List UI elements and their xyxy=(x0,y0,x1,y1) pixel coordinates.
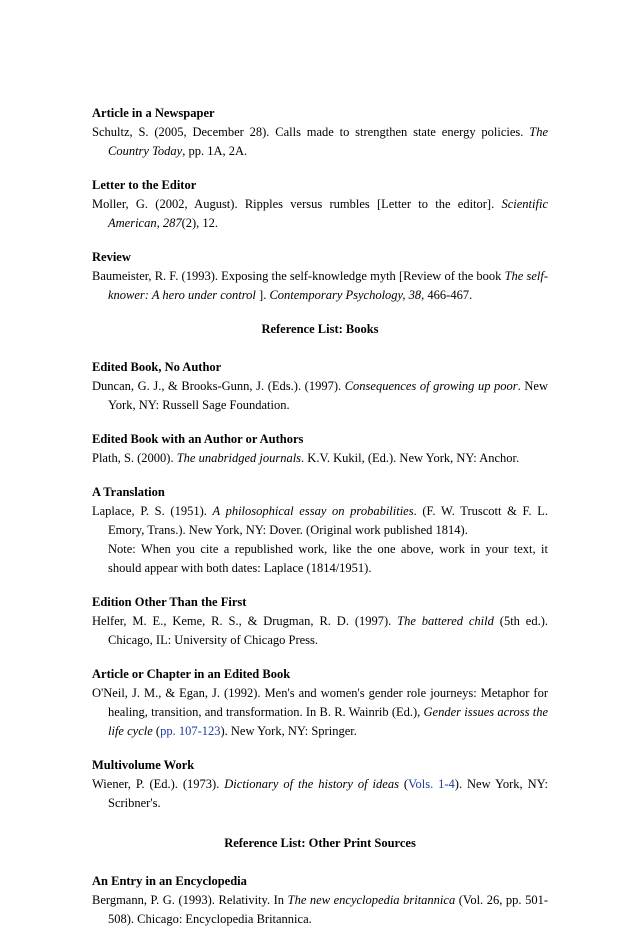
heading-newspaper: Article in a Newspaper xyxy=(92,106,215,120)
heading-edited-no-author: Edited Book, No Author xyxy=(92,360,222,374)
heading-translation: A Translation xyxy=(92,485,165,499)
entry-newspaper: Schultz, S. (2005, December 28). Calls made to strengthen state energy policies. The Country Today, pp. 1A, 2A. xyxy=(92,125,548,158)
entry-edited-no-author: Duncan, G. J., & Brooks-Gunn, J. (Eds.). (1997). Consequences of growing up poor. New York, NY: Russell Sage Foundation. xyxy=(92,379,548,412)
heading-chapter: Article or Chapter in an Edited Book xyxy=(92,667,291,681)
section-encyclopedia xyxy=(92,872,548,929)
entry-letter: Moller, G. (2002, August). Ripples versus rumbles [Letter to the editor]. Scientific American, 287(2), 12. xyxy=(92,197,548,230)
heading-review: Review xyxy=(92,250,131,264)
section-letter xyxy=(92,176,548,233)
heading-edition: Edition Other Than the First xyxy=(92,595,247,609)
entry-encyclopedia: Bergmann, P. G. (1993). Relativity. In The new encyclopedia britannica (Vol. 26, pp. 501-508). Chicago: Encyclopedia Britannica. xyxy=(92,893,549,926)
entry-translation: Laplace, P. S. (1951). A philosophical essay on probabilities. (F. W. Truscott & F. L. Emory, Trans.). New York, NY: Dover. (Original work published 1814). xyxy=(92,504,548,537)
heading-encyclopedia: An Entry in an Encyclopedia xyxy=(92,874,247,888)
section-edition xyxy=(92,593,548,650)
entry-chapter: O'Neil, J. M., & Egan, J. (1992). Men's and women's gender role journeys: Metaphor for healing, transition, and transformation. In B. R. Wainrib (Ed.), Gender issues across the life cycle (pp. 107-123). New York, NY: Springer. xyxy=(92,686,548,738)
heading-multivolume: Multivolume Work xyxy=(92,758,195,772)
section-edited-no-author xyxy=(92,358,548,415)
pages-link[interactable]: pp. 107-123 xyxy=(160,724,221,738)
section-translation xyxy=(92,483,548,578)
entry-edition: Helfer, M. E., Keme, R. S., & Drugman, R. D. (1997). The battered child (5th ed.). Chicago, IL: University of Chicago Press. xyxy=(92,614,549,647)
note-translation: Note: When you cite a republished work, like the one above, work in your text, it should appear with both dates: Laplace (1814/1951). xyxy=(108,542,548,575)
title-books: Reference List: Books xyxy=(261,322,379,336)
section-chapter xyxy=(92,665,548,741)
title-other-sources: Reference List: Other Print Sources xyxy=(224,836,416,850)
heading-letter: Letter to the Editor xyxy=(92,178,197,192)
heading-edited-with-author: Edited Book with an Author or Authors xyxy=(92,432,304,446)
section-newspaper xyxy=(92,104,548,161)
entry-edited-with-author: Plath, S. (2000). The unabridged journals. K.V. Kukil, (Ed.). New York, NY: Anchor. xyxy=(92,451,520,465)
section-edited-with-author xyxy=(92,430,548,468)
entry-review: Baumeister, R. F. (1993). Exposing the self-knowledge myth [Review of the book The self-knower: A hero under control ]. Contemporary Psychology, 38, 466-467. xyxy=(92,269,548,302)
document-page xyxy=(92,104,548,944)
entry-multivolume: Wiener, P. (Ed.). (1973). Dictionary of the history of ideas (Vols. 1-4). New York, NY: Scribner's. xyxy=(92,777,548,810)
section-multivolume xyxy=(92,756,548,813)
volumes-link[interactable]: Vols. 1-4 xyxy=(408,777,455,791)
section-review xyxy=(92,248,548,305)
